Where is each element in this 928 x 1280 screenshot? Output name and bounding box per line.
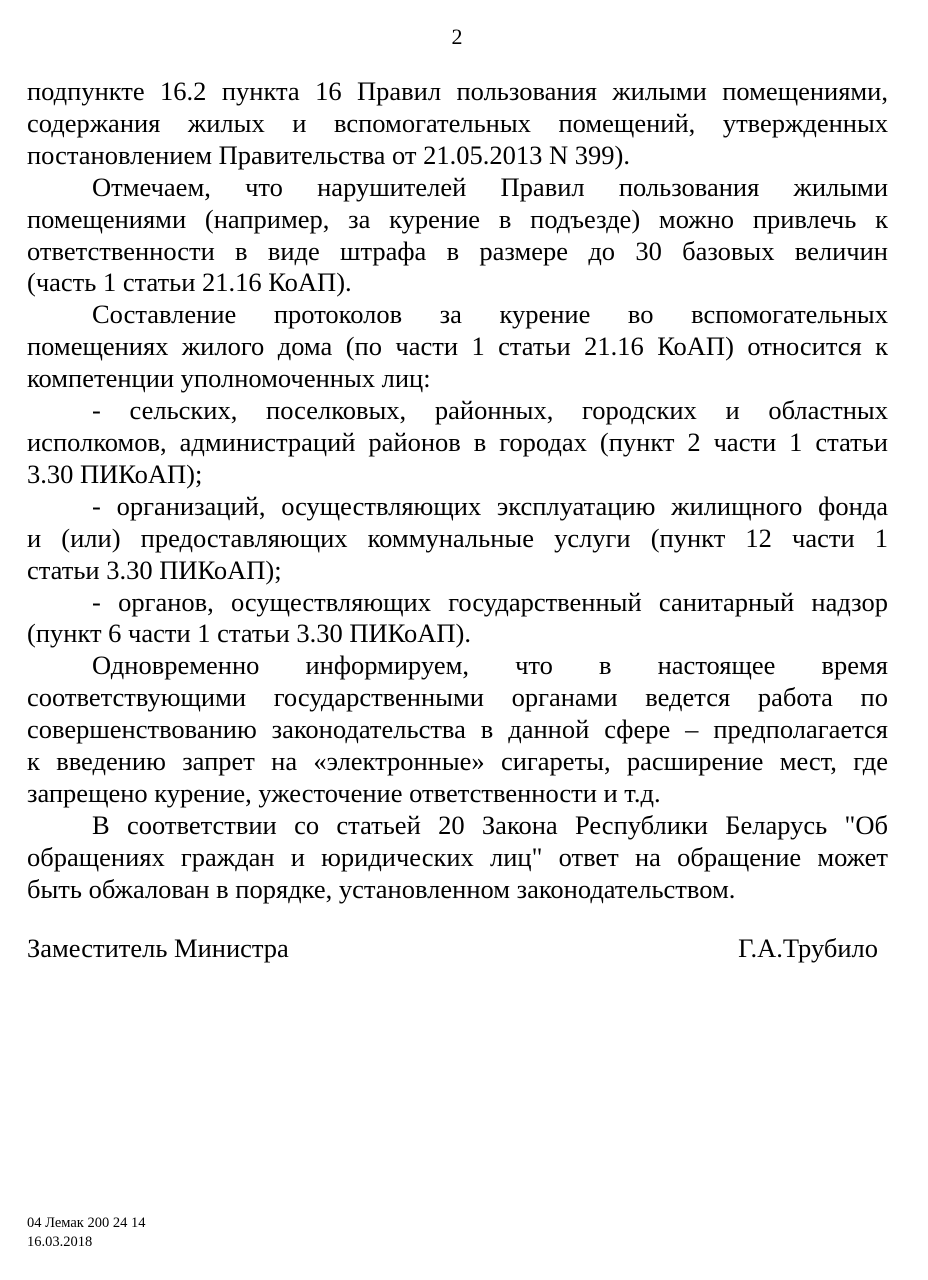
paragraph <box>27 587 888 651</box>
text-line: - сельских, поселковых, районных, городских и областных <box>92 395 888 426</box>
text-line: и (или) предоставляющих коммунальные услуги (пункт 12 части 1 <box>27 522 888 553</box>
paragraph <box>27 810 888 906</box>
text-line: запрещено курение, ужесточение ответственности и т.д. <box>27 777 661 808</box>
text-line: компетенции уполномоченных лиц: <box>27 363 431 394</box>
text-line: постановлением Правительства от 21.05.2013 N 399). <box>27 139 630 170</box>
signatory-name: Г.А.Трубило <box>738 933 878 963</box>
signatory-position: Заместитель Министра <box>27 933 289 963</box>
footer-note <box>27 1214 145 1252</box>
text-line: - организаций, осуществляющих эксплуатацию жилищного фонда <box>92 490 888 521</box>
paragraph <box>27 491 888 587</box>
text-line: к введению запрет на «электронные» сигареты, расширение мест, где <box>27 746 888 777</box>
text-line: исполкомов, администраций районов в городах (пункт 2 части 1 статьи <box>27 426 888 457</box>
text-line: совершенствованию законодательства в данной сфере – предполагается <box>27 714 888 745</box>
text-line: Отмечаем, что нарушителей Правил пользования жилыми <box>92 171 888 202</box>
document-date: 16.03.2018 <box>27 1234 93 1250</box>
text-line: помещениях жилого дома (по части 1 статьи 21.16 КоАП) относится к <box>27 331 888 362</box>
text-line: В соответствии со статьей 20 Закона Республики Беларусь "Об <box>92 809 888 840</box>
text-line: обращениях граждан и юридических лиц" ответ на обращение может <box>27 841 888 872</box>
text-line: содержания жилых и вспомогательных помещений, утвержденных <box>27 107 888 138</box>
text-line: Составление протоколов за курение во вспомогательных <box>92 299 888 330</box>
page-number: 2 <box>451 24 463 49</box>
text-line: ответственности в виде штрафа в размере до 30 базовых величин <box>27 235 888 266</box>
paragraph <box>27 299 888 395</box>
text-line: быть обжалован в порядке, установленном законодательством. <box>27 873 736 904</box>
paragraph <box>27 650 888 810</box>
executor-info: 04 Лемак 200 24 14 <box>27 1215 146 1231</box>
text-line: 3.30 ПИКоАП); <box>27 458 203 489</box>
text-line: помещениями (например, за курение в подъезде) можно привлечь к <box>27 203 888 234</box>
text-line: Одновременно информируем, что в настоящее время <box>92 650 888 681</box>
text-line: подпункте 16.2 пункта 16 Правил пользования жилыми помещениями, <box>27 76 888 106</box>
text-line: соответствующими государственными органами ведется работа по <box>27 682 888 713</box>
signature-block <box>27 933 878 964</box>
paragraph <box>27 395 888 491</box>
paragraph <box>27 172 888 300</box>
text-line: (часть 1 статьи 21.16 КоАП). <box>27 267 352 298</box>
text-line: статьи 3.30 ПИКоАП); <box>27 554 282 585</box>
paragraph <box>27 76 888 172</box>
text-line: - органов, осуществляющих государственный санитарный надзор <box>92 586 888 617</box>
text-line: (пункт 6 части 1 статьи 3.30 ПИКоАП). <box>27 618 471 649</box>
letter-body <box>27 76 888 906</box>
